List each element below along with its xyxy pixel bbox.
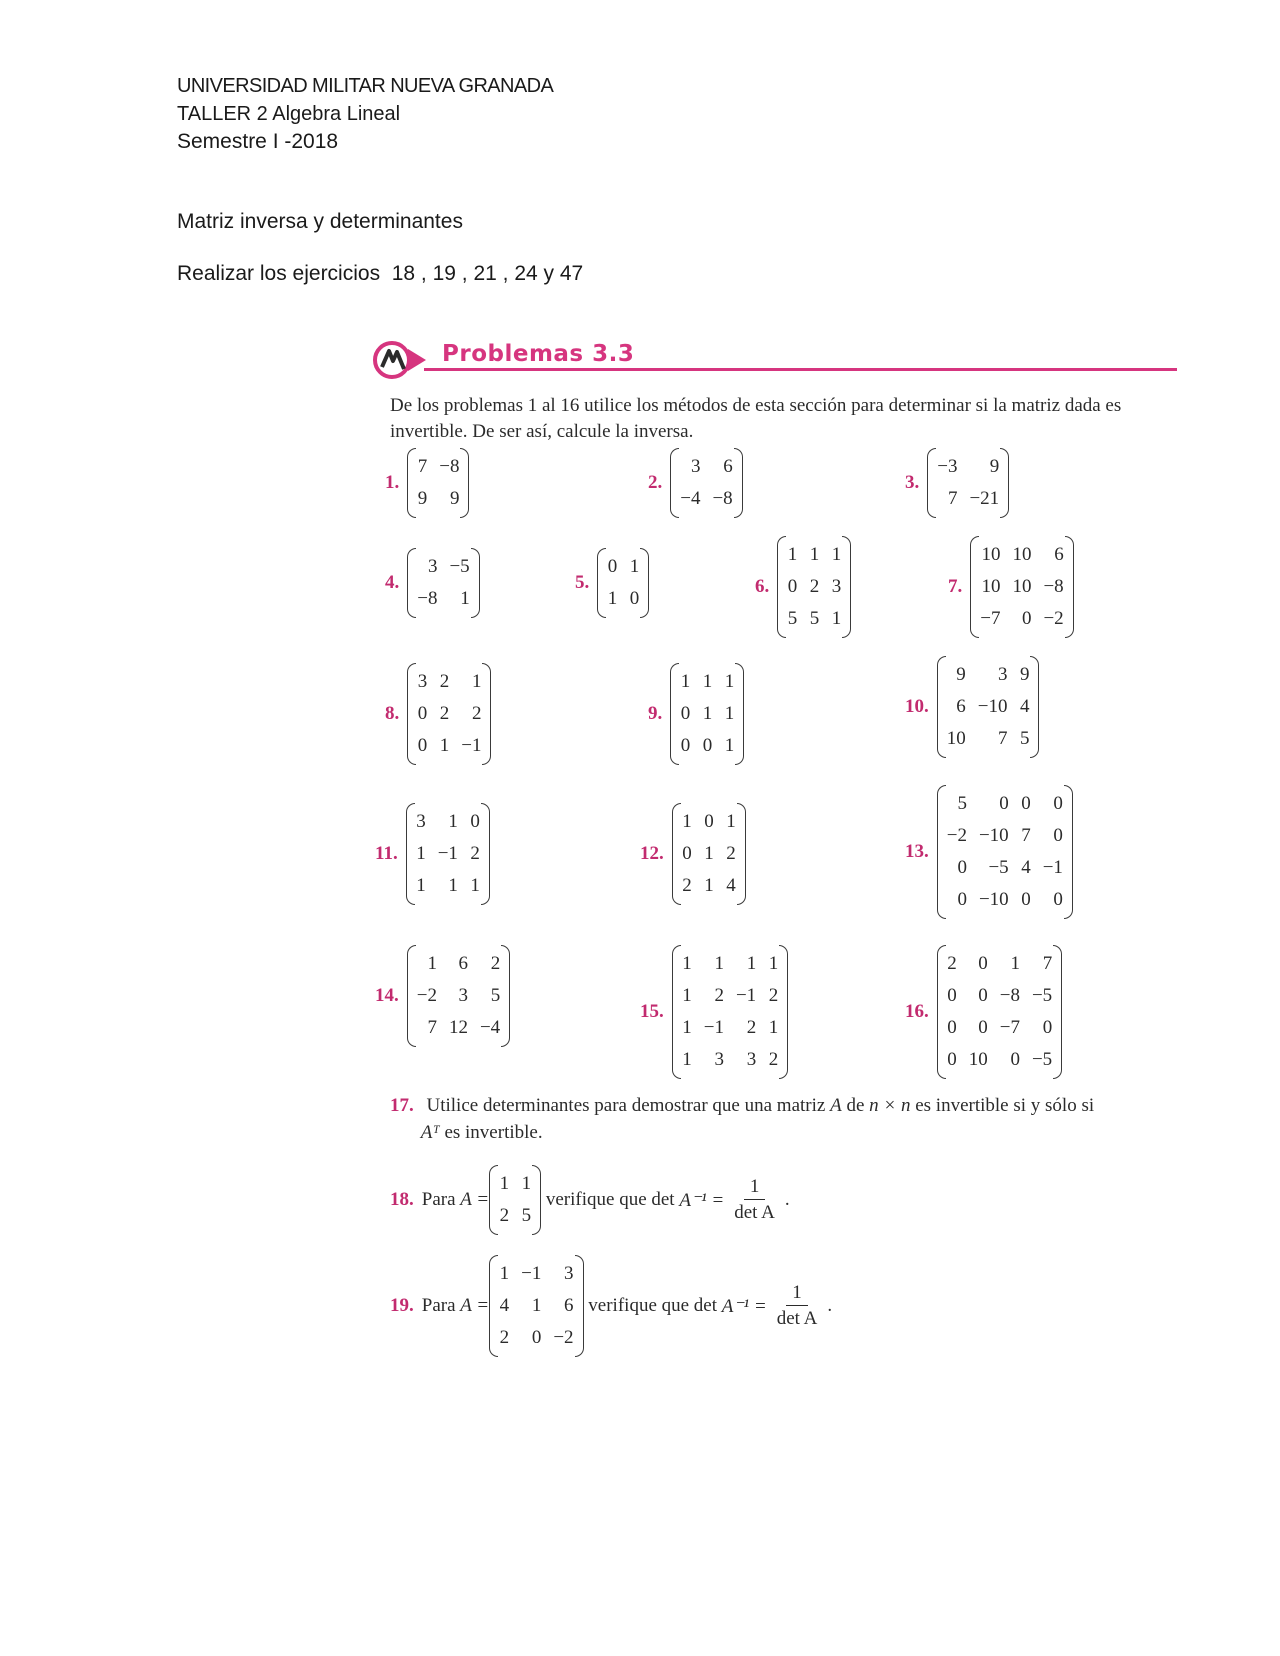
p17-text-a: Utilice determinantes para demostrar que una matriz [426, 1095, 826, 1116]
matrix-cell: 0 [1021, 793, 1031, 814]
matrix-cell: 10 [981, 544, 1001, 565]
document-header [177, 72, 553, 156]
matrix-cell: 3 [417, 671, 428, 692]
matrix-cell: 9 [449, 488, 460, 509]
p17-text-d: es invertible. [444, 1122, 543, 1143]
matrix-cell: 1 [726, 811, 736, 832]
matrix-cell: −7 [980, 608, 1001, 629]
matrix-cell: −2 [1043, 608, 1064, 629]
matrix [597, 548, 649, 618]
problem-item [948, 536, 1074, 638]
matrix-cell: 1 [768, 1017, 779, 1038]
problem-item [375, 945, 510, 1047]
problem-number: 1. [385, 472, 400, 493]
matrix-cell: −5 [1031, 1049, 1053, 1070]
matrix-cell: −5 [449, 556, 470, 577]
matrix [777, 536, 851, 638]
matrix-cell: 0 [947, 985, 957, 1006]
problem-number: 12. [640, 843, 664, 864]
matrix [407, 945, 510, 1047]
matrix-cell: 1 [787, 544, 798, 565]
problem-18 [390, 1165, 790, 1235]
problem-item [385, 548, 480, 618]
problem-item [375, 803, 490, 905]
matrix-cell: 0 [1021, 889, 1031, 910]
p17-dims: n × n [869, 1095, 911, 1116]
matrix-cell: 0 [682, 843, 692, 864]
matrix-cell: 1 [746, 953, 757, 974]
matrix-cell: 0 [978, 1017, 988, 1038]
matrix-cell: 1 [416, 875, 426, 896]
matrix-cell: 5 [957, 793, 967, 814]
matrix [489, 1255, 583, 1357]
matrix-cell: 2 [714, 985, 724, 1006]
p18-frac-top: 1 [744, 1175, 766, 1200]
matrix-cell: −8 [712, 488, 733, 509]
matrix-cell: 1 [1010, 953, 1020, 974]
matrix-cell: −8 [1043, 576, 1064, 597]
matrix-cell: 1 [831, 608, 842, 629]
matrix-cell: 1 [682, 985, 692, 1006]
problem-item [385, 663, 491, 765]
p19-fraction [771, 1281, 824, 1332]
matrix-cell: 10 [1012, 576, 1032, 597]
problem-number: 6. [755, 576, 770, 597]
matrix-cell: 0 [417, 703, 428, 724]
matrix-cell: 0 [1042, 1017, 1053, 1038]
matrix-cell: −1 [735, 985, 757, 1006]
matrix-cell: −10 [977, 696, 1008, 717]
p18-para: Para [421, 1189, 456, 1210]
matrix-cell: 0 [978, 985, 988, 1006]
matrix-cell: 4 [499, 1295, 510, 1316]
matrix-cell: 2 [490, 953, 501, 974]
matrix-cell: 0 [947, 1017, 957, 1038]
matrix-cell: −21 [969, 488, 1000, 509]
p19-lhs: A = [460, 1295, 490, 1316]
p17-text-b: de [846, 1095, 865, 1116]
matrix-cell: 2 [470, 843, 480, 864]
matrix-cell: 1 [448, 811, 458, 832]
matrix [672, 803, 746, 905]
problem-item [648, 663, 744, 765]
matrix-cell: 0 [947, 1049, 957, 1070]
matrix-cell: 1 [702, 703, 713, 724]
matrix-cell: 1 [521, 1173, 532, 1194]
p18-inv: A⁻¹ = [679, 1189, 725, 1211]
matrix-cell: 7 [427, 1017, 437, 1038]
matrix [937, 945, 1062, 1079]
problem-item [640, 803, 746, 905]
matrix-cell: 0 [999, 793, 1009, 814]
matrix-cell: 1 [680, 671, 691, 692]
matrix-cell: 12 [448, 1017, 468, 1038]
p17-transpose: Aᵀ [420, 1122, 440, 1143]
matrix-cell: −1 [521, 1263, 542, 1284]
university-name: UNIVERSIDAD MILITAR NUEVA GRANADA [177, 75, 554, 97]
matrix-cell: 1 [682, 1049, 692, 1070]
matrix-cell: 0 [787, 576, 798, 597]
matrix-cell: 5 [1019, 728, 1030, 749]
matrix [670, 663, 744, 765]
matrix-cell: 0 [1021, 608, 1032, 629]
matrix-cell: 6 [723, 456, 733, 477]
matrix-cell: 0 [1010, 1049, 1020, 1070]
matrix-cell: 2 [746, 1017, 757, 1038]
matrix-cell: −8 [999, 985, 1020, 1006]
matrix-cell: 3 [416, 811, 426, 832]
problems-logo-icon [372, 339, 426, 381]
matrix-cell: −1 [461, 735, 482, 756]
problem-item [575, 548, 649, 618]
matrix-cell: 9 [956, 664, 966, 685]
matrix-cell: 1 [682, 1017, 692, 1038]
p19-matrix [489, 1255, 583, 1357]
matrix-cell: 2 [768, 985, 779, 1006]
matrix-cell: 3 [427, 556, 438, 577]
matrix-cell: 4 [1019, 696, 1030, 717]
matrix-cell: −3 [937, 456, 958, 477]
problem-item [648, 448, 743, 518]
matrix-cell: 1 [448, 875, 458, 896]
problem-number: 18. [390, 1189, 414, 1210]
matrix [407, 448, 469, 518]
matrix-cell: 7 [947, 488, 958, 509]
matrix [937, 785, 1073, 919]
matrix-cell: 0 [607, 556, 618, 577]
problem-item [905, 656, 1039, 758]
matrix-cell: 1 [714, 953, 724, 974]
matrix-cell: 3 [997, 664, 1008, 685]
matrix-cell: 1 [724, 735, 735, 756]
matrix-cell: 1 [809, 544, 820, 565]
matrix-cell: 6 [956, 696, 966, 717]
matrix-cell: 2 [471, 703, 482, 724]
matrix-cell: −1 [703, 1017, 724, 1038]
problem-number: 2. [648, 472, 663, 493]
matrix-cell: 1 [607, 588, 618, 609]
matrix-cell: 1 [768, 953, 779, 974]
matrix [670, 448, 742, 518]
matrix-cell: 5 [521, 1205, 532, 1226]
p18-end: . [784, 1189, 790, 1210]
problem-number: 9. [648, 703, 663, 724]
matrix-cell: 1 [702, 671, 713, 692]
problem-number: 7. [948, 576, 963, 597]
section-rule [424, 368, 1177, 371]
matrix-cell: 0 [978, 953, 988, 974]
matrix-cell: −1 [1042, 857, 1063, 878]
problem-number: 15. [640, 1001, 664, 1022]
matrix-cell: −4 [479, 1017, 501, 1038]
matrix-cell: −10 [978, 889, 1009, 910]
matrix-cell: 0 [531, 1327, 542, 1348]
matrix-cell: 1 [531, 1295, 542, 1316]
p18-matrix [489, 1165, 541, 1235]
matrix-cell: 0 [629, 588, 640, 609]
matrix-cell: 1 [416, 843, 426, 864]
matrix-cell: 0 [1053, 793, 1063, 814]
matrix-cell: −1 [437, 843, 458, 864]
matrix-cell: 9 [1019, 664, 1030, 685]
matrix-cell: 6 [1054, 544, 1064, 565]
matrix-cell: 6 [458, 953, 468, 974]
matrix-cell: 1 [724, 671, 735, 692]
matrix-cell: 10 [968, 1049, 988, 1070]
matrix-cell: 2 [726, 843, 736, 864]
section-heading [372, 337, 1177, 383]
matrix-cell: −7 [999, 1017, 1020, 1038]
problem-number: 16. [905, 1001, 929, 1022]
p19-end: . [827, 1295, 833, 1316]
matrix-cell: 2 [682, 875, 692, 896]
matrix-cell: 3 [564, 1263, 574, 1284]
matrix-cell: 1 [499, 1263, 510, 1284]
matrix-cell: 1 [499, 1173, 510, 1194]
matrix-cell: −8 [417, 588, 438, 609]
matrix [937, 656, 1040, 758]
matrix-cell: 3 [714, 1049, 724, 1070]
section-title: Problemas 3.3 [442, 341, 635, 367]
matrix-cell: 2 [947, 953, 957, 974]
matrix-cell: 0 [1053, 889, 1063, 910]
semester: Semestre I -2018 [177, 130, 339, 153]
course-name: TALLER 2 Algebra Lineal [177, 103, 401, 125]
p19-verify: verifique que det [588, 1295, 718, 1316]
matrix-cell: 4 [726, 875, 736, 896]
matrix-cell: 3 [458, 985, 468, 1006]
matrix-cell: 1 [682, 953, 692, 974]
section-intro: De los problemas 1 al 16 utilice los métodos de esta sección para determinar si la matriz dada es invertible. De ser así, calcule la inversa. [390, 395, 1122, 442]
matrix-cell: 0 [417, 735, 428, 756]
matrix-cell: 7 [1042, 953, 1053, 974]
matrix-cell: 0 [470, 811, 480, 832]
matrix-cell: −2 [946, 825, 967, 846]
matrix-cell: −2 [553, 1327, 574, 1348]
matrix-cell: 9 [989, 456, 1000, 477]
matrix-cell: 2 [768, 1049, 779, 1070]
matrix-cell: 1 [629, 556, 640, 577]
problem-item [755, 536, 851, 638]
matrix-cell: 0 [702, 735, 713, 756]
problem-item [905, 945, 1062, 1079]
matrix [489, 1165, 541, 1235]
matrix-cell: 1 [460, 588, 470, 609]
matrix-cell: 1 [831, 544, 842, 565]
problem-17 [390, 1092, 1180, 1146]
matrix [407, 548, 479, 618]
matrix-cell: 10 [1012, 544, 1032, 565]
problem-number: 4. [385, 572, 400, 593]
problem-item [905, 448, 1009, 518]
matrix-cell: 5 [787, 608, 798, 629]
problem-number: 17. [390, 1095, 414, 1116]
p18-frac-bot: det A [734, 1201, 775, 1223]
problem-number: 10. [905, 696, 929, 717]
matrix-cell: 3 [746, 1049, 757, 1070]
problem-number: 8. [385, 703, 400, 724]
p18-fraction [728, 1175, 781, 1226]
matrix-cell: 1 [439, 735, 450, 756]
p19-frac-bot: det A [776, 1307, 818, 1329]
matrix-cell: −5 [1031, 985, 1053, 1006]
p19-inv: A⁻¹ = [721, 1295, 767, 1317]
problem-item [905, 785, 1073, 919]
matrix [927, 448, 1009, 518]
topic-title: Matriz inversa y determinantes [177, 210, 463, 233]
p19-frac-top: 1 [786, 1281, 808, 1306]
matrix-cell: 1 [704, 875, 714, 896]
matrix-cell: 0 [704, 811, 714, 832]
matrix-cell: 10 [946, 728, 966, 749]
problem-number: 5. [575, 572, 590, 593]
problem-19 [390, 1255, 832, 1357]
problem-number: 3. [905, 472, 920, 493]
matrix-cell: 2 [809, 576, 820, 597]
matrix-cell: 5 [809, 608, 820, 629]
matrix-cell: 0 [957, 857, 967, 878]
matrix-cell: 10 [981, 576, 1001, 597]
problem-number: 14. [375, 985, 399, 1006]
matrix-cell: 1 [682, 811, 692, 832]
matrix-cell: 2 [499, 1205, 510, 1226]
matrix-cell: 2 [439, 671, 450, 692]
matrix [970, 536, 1073, 638]
matrix-cell: 2 [499, 1327, 510, 1348]
matrix-cell: 7 [417, 456, 428, 477]
matrix-cell: 2 [439, 703, 450, 724]
matrix-cell: 0 [680, 735, 691, 756]
problem-number: 11. [375, 843, 398, 864]
matrix-cell: −2 [416, 985, 437, 1006]
p18-verify: verifique que det [545, 1189, 675, 1210]
matrix-cell: 1 [704, 843, 714, 864]
matrix [406, 803, 490, 905]
problem-number: 13. [905, 841, 929, 862]
matrix-cell: 6 [564, 1295, 574, 1316]
matrix-cell: −4 [680, 488, 701, 509]
instruction: Realizar los ejercicios 18 , 19 , 21 , 24 y 47 [177, 262, 584, 285]
matrix-cell: 5 [490, 985, 501, 1006]
matrix-cell: −8 [439, 456, 460, 477]
p18-lhs: A = [460, 1189, 490, 1210]
p17-text-c: es invertible si y sólo si [915, 1095, 1095, 1116]
matrix [407, 663, 491, 765]
matrix-cell: 1 [471, 671, 482, 692]
matrix-cell: 0 [680, 703, 691, 724]
matrix-cell: 4 [1021, 857, 1031, 878]
matrix-cell: 9 [417, 488, 428, 509]
problem-item [640, 945, 788, 1079]
matrix-cell: 1 [724, 703, 735, 724]
matrix-cell: 7 [1021, 825, 1031, 846]
matrix-cell: −10 [978, 825, 1009, 846]
matrix-cell: 1 [427, 953, 437, 974]
p17-var-a: A [830, 1095, 842, 1116]
problem-number: 19. [390, 1295, 414, 1316]
problem-item [385, 448, 469, 518]
p19-para: Para [421, 1295, 456, 1316]
matrix-cell: 3 [690, 456, 701, 477]
matrix-cell: 0 [957, 889, 967, 910]
matrix [672, 945, 788, 1079]
matrix-cell: 7 [997, 728, 1008, 749]
matrix-cell: 1 [470, 875, 480, 896]
matrix-cell: 0 [1053, 825, 1063, 846]
matrix-cell: 3 [831, 576, 842, 597]
matrix-cell: −5 [988, 857, 1009, 878]
